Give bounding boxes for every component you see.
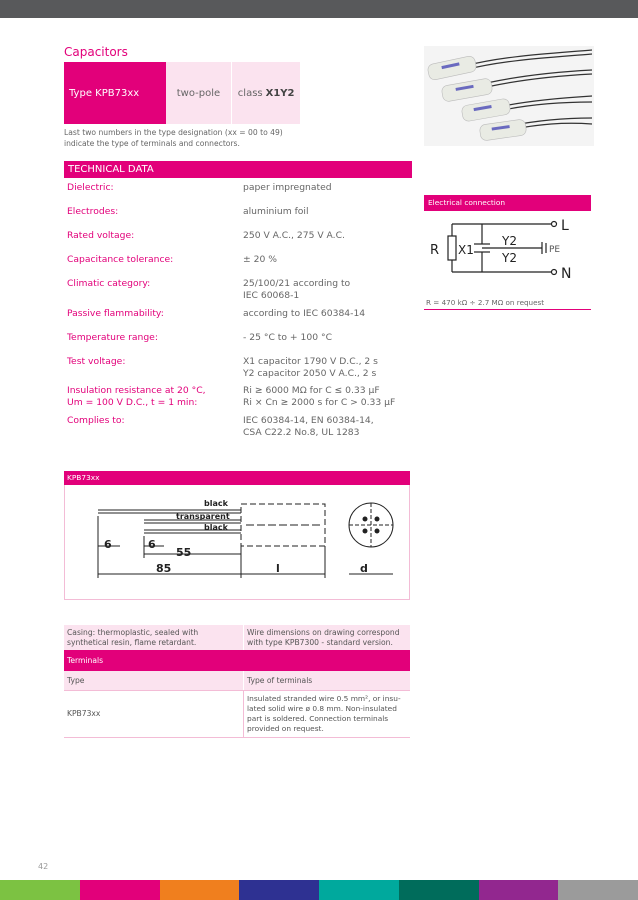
divider	[424, 309, 591, 310]
td-value-line2: IEC 60068-1	[243, 290, 300, 301]
td-label: Dielectric:	[67, 182, 114, 193]
td-value: aluminium foil	[243, 206, 309, 217]
td-value-line1: 25/100/21 according to	[243, 278, 351, 289]
footer-segment	[479, 880, 559, 900]
col-type: Type	[64, 671, 244, 690]
td-label: Capacitance tolerance:	[67, 254, 174, 265]
drawing-header: KPB73xx	[64, 471, 410, 485]
label-x1: X1	[458, 243, 474, 257]
technical-data-header: TECHNICAL DATA	[64, 161, 412, 178]
label-r: R	[430, 243, 440, 258]
electrical-connection-header: Electrical connection	[424, 195, 591, 211]
spec-table-row	[64, 625, 410, 650]
footer-segment	[319, 880, 399, 900]
label-y2-top: Y2	[502, 234, 517, 248]
col-terminal-type: Type of terminals	[244, 671, 410, 690]
wire-note-cell: Wire dimensions on drawing correspond with type KPB7300 - standard version.	[244, 625, 410, 650]
td-label: Climatic category:	[67, 278, 151, 289]
dim-6-second: 6	[148, 538, 156, 551]
dim-55: 55	[176, 546, 192, 559]
td-label: Temperature range:	[67, 332, 158, 343]
terminals-row	[64, 691, 410, 738]
type-cell: KPB73xx	[64, 691, 244, 737]
td-value-line1: IEC 60384-14, EN 60384-14,	[243, 415, 374, 426]
td-value-line2: CSA C22.2 No.8, UL 1283	[243, 427, 360, 438]
td-value-line1: X1 capacitor 1790 V D.C., 2 s	[243, 356, 378, 367]
footer-segment	[399, 880, 479, 900]
label-l: L	[561, 218, 569, 234]
type-box	[64, 62, 300, 124]
td-label: Electrodes:	[67, 206, 119, 217]
td-value: - 25 °C to + 100 °C	[243, 332, 333, 343]
class-value: X1Y2	[265, 87, 295, 99]
dim-6-first: 6	[104, 538, 112, 551]
casing-cell: Casing: thermoplastic, sealed with synthetical resin, flame retardant.	[64, 625, 244, 650]
terminals-header: Terminals	[64, 650, 410, 671]
td-label-line1: Insulation resistance at 20 °C,	[67, 385, 206, 396]
label-n: N	[561, 266, 572, 282]
wire-label-black-1: black	[204, 499, 228, 508]
poles-label: two-pole	[166, 62, 233, 124]
terminal-desc-cell: Insulated stranded wire 0.5 mm², or insu-lated solid wire ø 0.8 mm. Non-insulated part is soldered. Connection terminals provided on request.	[247, 694, 401, 733]
td-label-line2: Um = 100 V D.C., t = 1 min:	[67, 397, 198, 408]
product-photo	[424, 46, 594, 146]
dimension-drawing	[76, 492, 398, 594]
td-value: ± 20 %	[243, 254, 277, 265]
footer-segment	[80, 880, 160, 900]
footer-segment	[239, 880, 319, 900]
td-value	[243, 415, 423, 439]
footer-segment	[160, 880, 240, 900]
td-label: Complies to:	[67, 415, 125, 426]
top-bar	[0, 0, 638, 18]
td-value: according to IEC 60384-14	[243, 308, 366, 319]
td-value	[243, 356, 423, 380]
td-value	[243, 278, 423, 302]
electrical-note: R = 470 kΩ ÷ 2.7 MΩ on request	[426, 298, 545, 307]
footer-segment	[558, 880, 638, 900]
wire-label-transparent: transparent	[176, 512, 230, 521]
class-prefix: class	[237, 87, 263, 99]
dim-85: 85	[156, 562, 172, 575]
dim-l: l	[276, 562, 280, 575]
td-value-line2: Ri × Cn ≥ 2000 s for C > 0.33 μF	[243, 397, 396, 408]
td-value	[243, 385, 423, 409]
wire-label-black-2: black	[204, 523, 228, 532]
td-label: Passive flammability:	[67, 308, 164, 319]
footer-segment	[0, 880, 80, 900]
td-value: 250 V A.C., 275 V A.C.	[243, 230, 345, 241]
label-pe: PE	[549, 245, 561, 255]
td-value-line1: Ri ≥ 6000 MΩ for C ≤ 0.33 μF	[243, 385, 380, 396]
td-value: paper impregnated	[243, 182, 332, 193]
section-title: Capacitors	[64, 45, 128, 59]
label-y2-bottom: Y2	[502, 251, 517, 265]
td-label: Rated voltage:	[67, 230, 135, 241]
class-label	[232, 62, 300, 124]
td-label: Test voltage:	[67, 356, 126, 367]
capacitor-photo-illustration	[424, 46, 594, 146]
td-label	[67, 385, 237, 409]
terminals-column-header	[64, 671, 410, 691]
type-label: Type KPB73xx	[64, 62, 166, 124]
type-note: Last two numbers in the type designation (xx = 00 to 49) indicate the type of terminals and connectors.	[64, 128, 283, 148]
td-value-line2: Y2 capacitor 2050 V A.C., 2 s	[243, 368, 377, 379]
electrical-schematic	[424, 212, 591, 296]
footer-color-bar	[0, 880, 638, 900]
page-number: 42	[38, 862, 49, 871]
dim-d: d	[360, 562, 368, 575]
